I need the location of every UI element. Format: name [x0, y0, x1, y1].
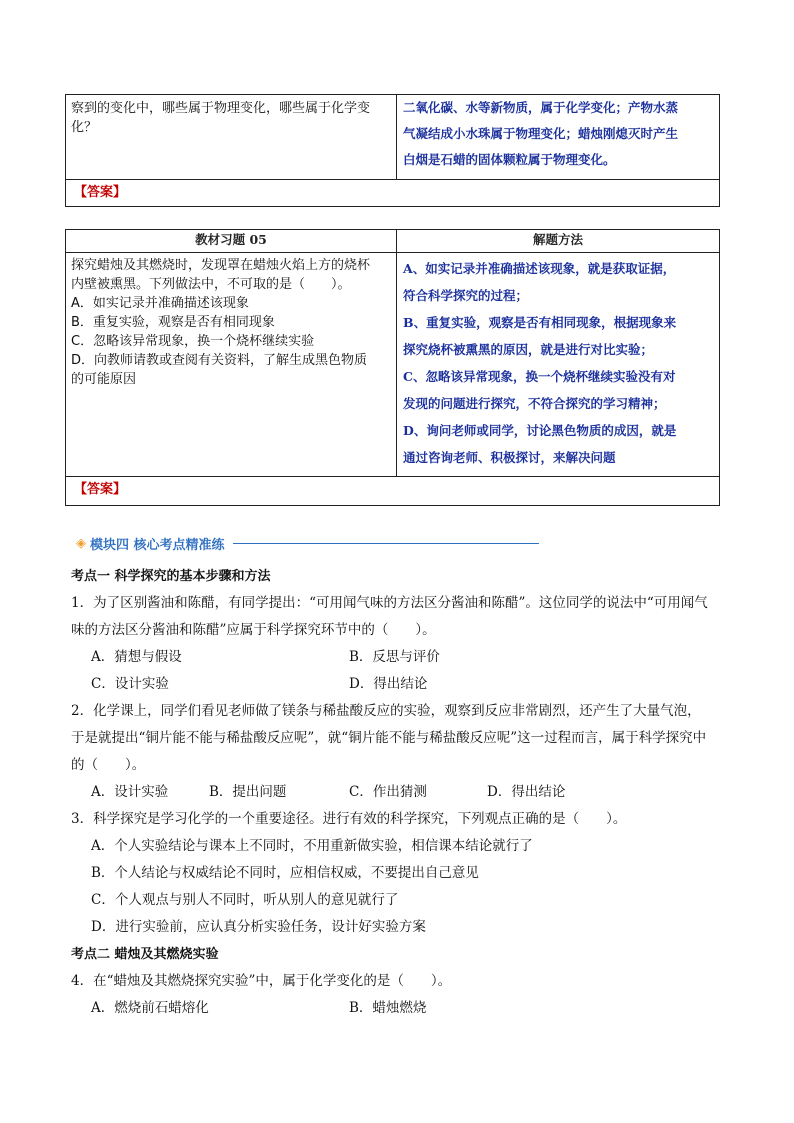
- key-point-1-title: 考点一 科学探究的基本步骤和方法: [71, 569, 271, 584]
- table2-option-d-cont: 的可能原因: [71, 372, 137, 387]
- question-2-option-b: B．提出问题: [209, 784, 287, 800]
- question-1-option-c: C．设计实验: [91, 676, 169, 692]
- table2-option-d: D．向教师请教或查阅有关资料，了解生成黑色物质: [71, 353, 368, 368]
- table1-question-line: 化？: [71, 120, 98, 135]
- table2-option-a: A．如实记录并准确描述该现象: [71, 296, 249, 311]
- key-point-2-title: 考点二 蜡烛及其燃烧实验: [71, 947, 219, 962]
- table2-option-b: B．重复实验，观察是否有相同现象: [71, 315, 275, 330]
- table2-header-row: [66, 230, 719, 253]
- table2-question-line: 探究蜡烛及其燃烧时，发现罩在蜡烛火焰上方的烧杯: [71, 258, 371, 273]
- table1-question-line: 察到的变化中，哪些属于物理变化，哪些属于化学变: [71, 101, 371, 116]
- question-2-option-a: A．设计实验: [91, 784, 169, 800]
- question-3-option-a: A．个人实验结论与课本上不同时，不用重新做实验，相信课本结论就行了: [91, 838, 533, 854]
- question-1-option-a: A．猜想与假设: [91, 649, 182, 665]
- question-2-line: 2．化学课上，同学们看见老师做了镁条与稀盐酸反应的实验，观察到反应非常剧烈，还产生了大量气泡，: [71, 703, 701, 719]
- reference-table-1: [65, 94, 720, 207]
- answer-label: 【答案】: [74, 482, 127, 497]
- question-3-option-c: C．个人观点与别人不同时，听从别人的意见就行了: [91, 892, 399, 908]
- module-title: 模块四 核心考点精准练: [90, 538, 225, 553]
- question-1-line: 1．为了区别酱油和陈醋，有同学提出：“可用闻气味的方法区分酱油和陈醋”。这位同学的说法中“可用闻气: [71, 595, 708, 611]
- question-4-line: 4．在“蜡烛及其燃烧探究实验”中，属于化学变化的是（ ）。: [71, 973, 452, 989]
- question-3-line: 3．科学探究是学习化学的一个重要途径。进行有效的科学探究，下列观点正确的是（ ）。: [71, 811, 627, 827]
- question-1-options-row: [71, 671, 723, 698]
- question-2-option-c: C．作出猜测: [349, 784, 427, 800]
- table2-content-row: [66, 253, 719, 477]
- table2-header-right: 解题方法: [532, 232, 583, 247]
- table2-option-c: C．忽略该异常现象，换一个烧杯继续实验: [71, 334, 315, 349]
- table2-method-line: D、询问老师或同学，讨论黑色物质的成因，就是: [403, 423, 677, 438]
- table2-method-line: B、重复实验，观察是否有相同现象，根据现象来: [403, 315, 677, 330]
- answer-label: 【答案】: [74, 185, 127, 200]
- question-4-option-a: A．燃烧前石蜡熔化: [91, 1000, 209, 1016]
- module-divider: [233, 543, 539, 544]
- table1-content-row: [66, 95, 719, 180]
- reference-table-2: [65, 229, 720, 506]
- module-heading: [76, 534, 539, 553]
- question-4-option-b: B．蜡烛燃烧: [349, 1000, 427, 1016]
- table1-answer-line: 白烟是石蜡的固体颗粒属于物理变化。: [403, 152, 616, 167]
- question-3-option-d: D．进行实验前，应认真分析实验任务，设计好实验方案: [91, 919, 426, 935]
- question-1-option-b: B．反思与评价: [349, 649, 440, 665]
- question-2-line: 于是就提出“铜片能不能与稀盐酸反应呢”，就“铜片能不能与稀盐酸反应呢”这一过程而言，属于科学探究中: [71, 730, 707, 746]
- table1-answer-cell: [397, 95, 719, 179]
- table2-answer-row: [66, 477, 719, 505]
- question-section: [71, 563, 723, 1022]
- question-1-options-row: [71, 644, 723, 671]
- table2-method-line: 发现的问题进行探究，不符合探究的学习精神；: [403, 396, 666, 411]
- table2-header-left: 教材习题 05: [66, 230, 397, 252]
- table2-method-line: A、如实记录并准确描述该现象，就是获取证据，: [403, 261, 676, 276]
- table1-question-cell: [66, 95, 397, 179]
- table2-method-line: C、忽略该异常现象，换一个烧杯继续实验没有对: [403, 369, 676, 384]
- table2-question-cell: [66, 253, 397, 476]
- double-diamond-icon: ◈: [76, 536, 86, 551]
- table1-answer-line: 二氧化碳、水等新物质，属于化学变化；产物水蒸: [403, 100, 679, 115]
- table2-method-line: 符合科学探究的过程；: [403, 288, 529, 303]
- table1-answer-row: [66, 180, 719, 206]
- table2-method-cell: [397, 253, 719, 476]
- question-2-options-row: [71, 779, 723, 806]
- question-2-line: 的（ ）。: [71, 757, 146, 773]
- table2-method-line: 通过咨询老师、积极探讨，来解决问题: [403, 450, 616, 465]
- table2-question-line: 内壁被熏黑。下列做法中，不可取的是（ ）。: [71, 277, 351, 292]
- question-3-option-b: B．个人结论与权威结论不同时，应相信权威，不要提出自己意见: [91, 865, 479, 881]
- question-1-option-d: D．得出结论: [349, 676, 428, 692]
- question-1-line: 味的方法区分酱油和陈醋”应属于科学探究环节中的（ ）。: [71, 622, 436, 638]
- question-2-option-d: D．得出结论: [487, 784, 566, 800]
- table1-answer-line: 气凝结成小水珠属于物理变化；蜡烛刚熄灭时产生: [403, 126, 679, 141]
- table2-method-line: 探究烧杯被熏黑的原因，就是进行对比实验；: [403, 342, 654, 357]
- question-4-options-row: [71, 995, 723, 1022]
